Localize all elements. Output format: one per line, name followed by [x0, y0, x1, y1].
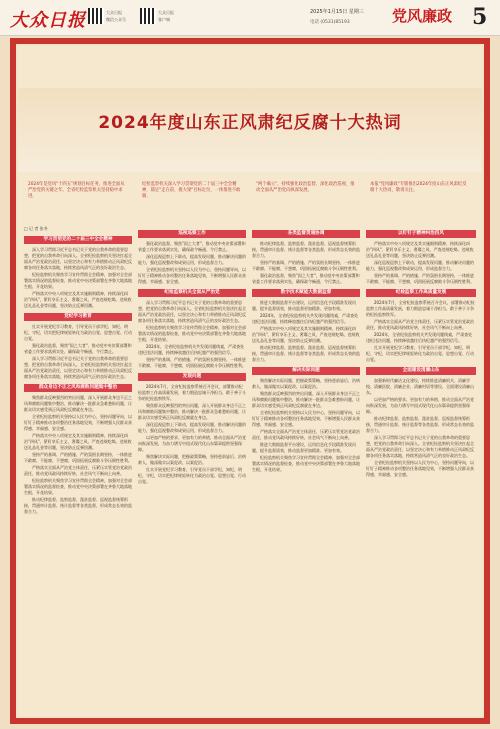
subhead: 纪检监察工作高质量发展 — [366, 289, 476, 297]
paragraph: 严格落实中央八项规定及其实施细则精神，持续深化纠治"四风"，紧盯享乐主义、奢靡之风，严查违规吃喝、违规收送礼品礼金等问题，坚决防止反弹回潮。 — [24, 291, 132, 308]
paragraph: 深入学习贯彻习近平总书记关于党的自我革命的重要思想，把党的自我革命引向深入。全省纪检监察机关坚决扛起全面从严治党政治责任，以坚定决心和有力举措推动正风肃纪反腐各项任务落实落地，持续营造风清气正的良好政治生态。 — [366, 435, 474, 458]
qr-label: 大众日报 — [158, 10, 174, 15]
qr-code-icon — [88, 8, 104, 24]
paragraph: 聚焦解决实际问题，把握政策策略，坚持惩前毖后、治病救人，做深做实以案促改、以案促治。 — [138, 454, 246, 465]
qr-label: 微信公众号 — [106, 17, 126, 22]
paragraph: 聚焦群众反映强烈的突出问题，深入开展群众身边不正之风和腐败问题集中整治，推动解决一批群众急难愁盼问题，让群众切实感受到正风肃纪反腐就在身边。 — [24, 395, 132, 412]
subhead: 以钉钉子精神纠治四风 — [366, 230, 476, 238]
paragraph: 深化巡视巡察上下联动，提高发现问题、推动解决问题的能力，强化巡视整改和成果运用，形成监督合力。 — [138, 422, 246, 433]
subhead: 党纪学习教育 — [24, 313, 132, 321]
paragraph: 坚持严的基调、严的措施、严的氛围长期坚持，一体推进不敢腐、不能腐、不想腐，巩固拓展反腐败斗争压倒性胜利。 — [24, 452, 132, 463]
paragraph: 扎实开展党纪学习教育，引导党员干部学纪、知纪、明纪、守纪，切实把纪律规矩转化为政治自觉、思想自觉、行动自觉。 — [366, 345, 474, 362]
page-number: 5 — [472, 4, 488, 30]
article-column — [366, 226, 476, 710]
paragraph: 纪检监察机关聚焦学习宣传贯彻全会精神，加强对全会部署落实情况的监督检查，推动党中央决策部署在齐鲁大地落地生根、开花结果。 — [24, 272, 132, 289]
paragraph: 扎实开展党纪学习教育，引导党员干部学纪、知纪、明纪、守纪，切实把纪律规矩转化为政治自觉、思想自觉、行动自觉。 — [24, 324, 132, 341]
subhead: 解决实际问题 — [252, 367, 360, 375]
paragraph: 2024年7月，全省纪检监察系统召开会议，部署推动纪检监察工作高质量发展，着力锻造忠诚干净担当、敢于善于斗争的纪检监察铁军。 — [138, 384, 246, 401]
paragraph: 严格落实全面从严治党主体责任，压紧压实管党治党政治责任，推动党风政风持续好转，社会风气不断向上向善。 — [252, 429, 360, 440]
paragraph: 严格落实中央八项规定及其实施细则精神，持续深化纠治"四风"，紧盯享乐主义、奢靡之风，严查违规吃喝、违规收送礼品礼金等问题，坚决防止反弹回潮。 — [24, 433, 132, 450]
paragraph: 坚持严的基调、严的措施、严的氛围长期坚持，一体推进不敢腐、不能腐、不想腐，巩固拓展反腐败斗争压倒性胜利。 — [366, 273, 474, 284]
qr-code-icon — [140, 8, 156, 24]
paragraph: 深化巡视巡察上下联动，提高发现问题、推动解决问题的能力，强化巡视整改和成果运用，形成监督合力。 — [138, 254, 246, 265]
paragraph: 聚焦解决实际问题，把握政策策略，坚持惩前毖后、治病救人，做深做实以案促改、以案促治。 — [252, 378, 360, 389]
paragraph: 纪检监察机关聚焦学习宣传贯彻全会精神，加强对全会部署落实情况的监督检查，推动党中央决策部署在齐鲁大地落地生根、开花结果。 — [138, 325, 246, 342]
headline: 2024年度山东正风肃纪反腐十大热词 — [98, 113, 402, 133]
subhead: 群众身边不正之风和腐败问题集中整治 — [24, 384, 132, 392]
paragraph: 严格落实全面从严治党主体责任，压紧压实管党治党政治责任，推动党风政风持续好转，社会风气不断向上向善。 — [366, 319, 474, 330]
article-area — [18, 46, 482, 716]
paragraph: 深入学习贯彻习近平总书记关于党的自我革命的重要思想，把党的自我革命引向深入。全省纪检监察机关坚决扛起全面从严治党政治责任，以坚定决心和有力举措推动正风肃纪反腐各项任务落实落地，持续营造风清气正的良好政治生态。 — [24, 247, 132, 270]
paragraph: 推动纪律监督、监察监督、派驻监督、巡视监督统筹衔接，贯通审计监督、统计监督等各类监督，形成常态长效的监督合力。 — [252, 241, 360, 258]
paragraph: 纪检监察机关聚焦学习宣传贯彻全会精神，加强对全会部署落实情况的监督检查，推动党中央决策部署在齐鲁大地落地生根、开花结果。 — [24, 478, 132, 495]
subhead: 巡视巡察工作 — [138, 230, 246, 238]
paragraph: 强化政治监督，聚焦"国之大者"，推动党中央决策部署和省委工作要求落到实处，确保政令畅通、令行禁止。 — [138, 241, 246, 252]
newspaper-logo[interactable]: 大众日报 — [10, 10, 86, 31]
subhead: 全面建设清廉山东 — [366, 367, 476, 375]
subhead: 各类监督贯通协调 — [252, 230, 360, 238]
article-column — [138, 226, 246, 710]
paragraph: 推动纪律监督、监察监督、派驻监督、巡视监督统筹衔接，贯通审计监督、统计监督等各类监督，形成常态长效的监督合力。 — [366, 416, 474, 433]
paragraph: 扎实开展党纪学习教育，引导党员干部学纪、知纪、明纪、守纪，切实把纪律规矩转化为政治自觉、思想自觉、行动自觉。 — [138, 467, 246, 484]
paragraph: 全省纪检监察机关坚持以人民为中心，坚持问题导向，以钉钉子精神推动各项整治任务落地见效，不断增强人民群众获得感、幸福感、安全感。 — [138, 267, 246, 284]
paragraph: 全省纪检监察机关坚持以人民为中心，坚持问题导向，以钉钉子精神推动各项整治任务落地见效，不断增强人民群众获得感、幸福感、安全感。 — [252, 410, 360, 427]
article-column — [24, 226, 132, 710]
issue-date: 2025年1月15日 星期三 — [310, 9, 364, 15]
paragraph: 全省纪检监察机关坚持以人民为中心，坚持问题导向，以钉钉子精神推动各项整治任务落地见效，不断增强人民群众获得感、幸福感、安全感。 — [24, 414, 132, 431]
paragraph: 以更加严格的要求、更加有力的举措，推动全面从严治党向纵深发展，为奋力谱写中国式现代化山东篇章提供坚强保障。 — [366, 397, 474, 414]
qr-label: 大众日报 — [106, 10, 122, 15]
paragraph: 纪检监察机关聚焦学习宣传贯彻全会精神，加强对全会部署落实情况的监督检查，推动党中央决策部署在齐鲁大地落地生根、开花结果。 — [252, 455, 360, 472]
paragraph: 2024年，全省纪检监察机关共发现问题线索，严肃查处违纪违法问题，持续释放越往后执纪越严的强烈信号。 — [252, 313, 359, 324]
subhead: 学习贯彻党的二十届三中全会精神 — [24, 236, 132, 244]
subhead: 数字技术赋能大数据监督 — [252, 289, 360, 297]
paragraph: 强化政治监督，聚焦"国之大者"，推动党中央决策部署和省委工作要求落到实处，确保政令畅通、令行禁止。 — [252, 273, 360, 284]
paragraph: 严格落实全面从严治党主体责任，压紧压实管党治党政治责任，推动党风政风持续好转，社会风气不断向上向善。 — [24, 465, 132, 476]
paragraph: 深入学习贯彻习近平总书记关于党的自我革命的重要思想，把党的自我革命引向深入。全省纪检监察机关坚决扛起全面从严治党政治责任，以坚定决心和有力举措推动正风肃纪反腐各项任务落实落地，持续营造风清气正的良好政治生态。 — [138, 300, 246, 323]
paragraph: 以更加严格的要求、更加有力的举措，推动全面从严治党向纵深发展，为奋力谱写中国式现代化山东篇章提供坚强保障。 — [138, 435, 246, 452]
qr-label: 客户端 — [158, 17, 170, 22]
paragraph: 推动纪律监督、监察监督、派驻监督、巡视监督统筹衔接，贯通审计监督、统计监督等各类监督，形成常态长效的监督合力。 — [24, 497, 132, 514]
paragraph: 2024年7月，全省纪检监察系统召开会议，部署推动纪检监察工作高质量发展，着力锻造忠诚干净担当、敢于善于斗争的纪检监察铁军。 — [366, 300, 475, 317]
paragraph: 2024年，全省纪检监察机关共发现问题线索，严肃查处违纪违法问题，持续释放越往后执纪越严的强烈信号。 — [138, 344, 245, 355]
paragraph: 全省纪检监察机关坚持以人民为中心，坚持问题导向，以钉钉子精神推动各项整治任务落地见效，不断增强人民群众获得感、幸福感、安全感。 — [366, 460, 474, 477]
paragraph: 坚持严的基调、严的措施、严的氛围长期坚持，一体推进不敢腐、不能腐、不想腐，巩固拓展反腐败斗争压倒性胜利。 — [252, 260, 360, 271]
paragraph: 推进大数据监督平台建设，运用信息化手段精准发现问题，提升监督质效，推动监督更加精准、更加有效。 — [252, 442, 356, 453]
intro-text: "两个确立"，持续强化政治监督，深化政治巡视，推动全面从严治党向纵深发展， — [256, 182, 355, 194]
intro-text: 2024年是党风"十四五"规划目标任务，推进全面从严治党的关键之年。全省纪检监察机关坚持稳中求进， — [28, 182, 125, 200]
paragraph: 聚焦群众反映强烈的突出问题，深入开展群众身边不正之风和腐败问题集中整治，推动解决一批群众急难愁盼问题，让群众切实感受到正风肃纪反腐就在身边。 — [252, 391, 360, 408]
paragraph: 2024年，全省纪检监察机关共发现问题线索，严肃查处违纪违法问题，持续释放越往后执纪越严的强烈信号。 — [366, 332, 473, 343]
paragraph: 深入学习贯彻习近平总书记关于党的自我革命的重要思想，把党的自我革命引向深入。全省纪检监察机关坚决扛起全面从严治党政治责任，以坚定决心和有力举措推动正风肃纪反腐各项任务落实落地，持续营造风清气正的良好政治生态。 — [24, 356, 132, 379]
masthead — [0, 0, 500, 36]
subhead: 发现问题 — [138, 373, 246, 381]
section-title: 党风廉政 — [392, 7, 453, 25]
byline: □ 记 者 张冬 — [24, 226, 48, 231]
paragraph: 聚焦群众反映强烈的突出问题，深入开展群众身边不正之风和腐败问题集中整治，推动解决一批群众急难愁盼问题，让群众切实感受到正风肃纪反腐就在身边。 — [138, 403, 246, 420]
paragraph: 加强新时代廉洁文化建设，持续推进清廉机关、清廉学校、清廉医院、清廉企业、清廉村居等建设，全面建设清廉山东。 — [366, 378, 474, 395]
subhead: 纪检监察机关全面从严治党 — [138, 289, 246, 297]
paragraph: 严格落实中央八项规定及其实施细则精神，持续深化纠治"四风"，紧盯享乐主义、奢靡之风，严查违规吃喝、违规收送礼品礼金等问题，坚决防止反弹回潮。 — [366, 241, 474, 258]
paragraph: 严格落实中央八项规定及其实施细则精神，持续深化纠治"四风"，紧盯享乐主义、奢靡之风，严查违规吃喝、违规收送礼品礼金等问题，坚决防止反弹回潮。 — [252, 326, 360, 343]
paragraph: 强化政治监督，聚焦"国之大者"，推动党中央决策部署和省委工作要求落到实处，确保政令畅通、令行禁止。 — [24, 343, 132, 354]
article-column — [252, 226, 360, 710]
paragraph: 坚持严的基调、严的措施、严的氛围长期坚持，一体推进不敢腐、不能腐、不想腐，巩固拓展反腐败斗争压倒性胜利。 — [138, 357, 246, 368]
paragraph: 深化巡视巡察上下联动，提高发现问题、推动解决问题的能力，强化巡视整改和成果运用，形成监督合力。 — [366, 260, 474, 271]
editor-info: 电话 (0531)85193 — [310, 20, 350, 25]
intro-text: 纪检监察机关深入学习贯彻党的二十届三中全会精神，锚定"走在前、挑大梁"目标定位，一体推进不敢腐、 — [142, 182, 241, 200]
intro-text: 本报"党风廉政"专版推出2024年度山东正风肃纪反腐十大热词，敬请关注。 — [370, 182, 467, 194]
paragraph: 推动纪律监督、监察监督、派驻监督、巡视监督统筹衔接，贯通审计监督、统计监督等各类监督，形成常态长效的监督合力。 — [252, 345, 360, 362]
paragraph: 推进大数据监督平台建设，运用信息化手段精准发现问题，提升监督质效，推动监督更加精准、更加有效。 — [252, 300, 356, 311]
